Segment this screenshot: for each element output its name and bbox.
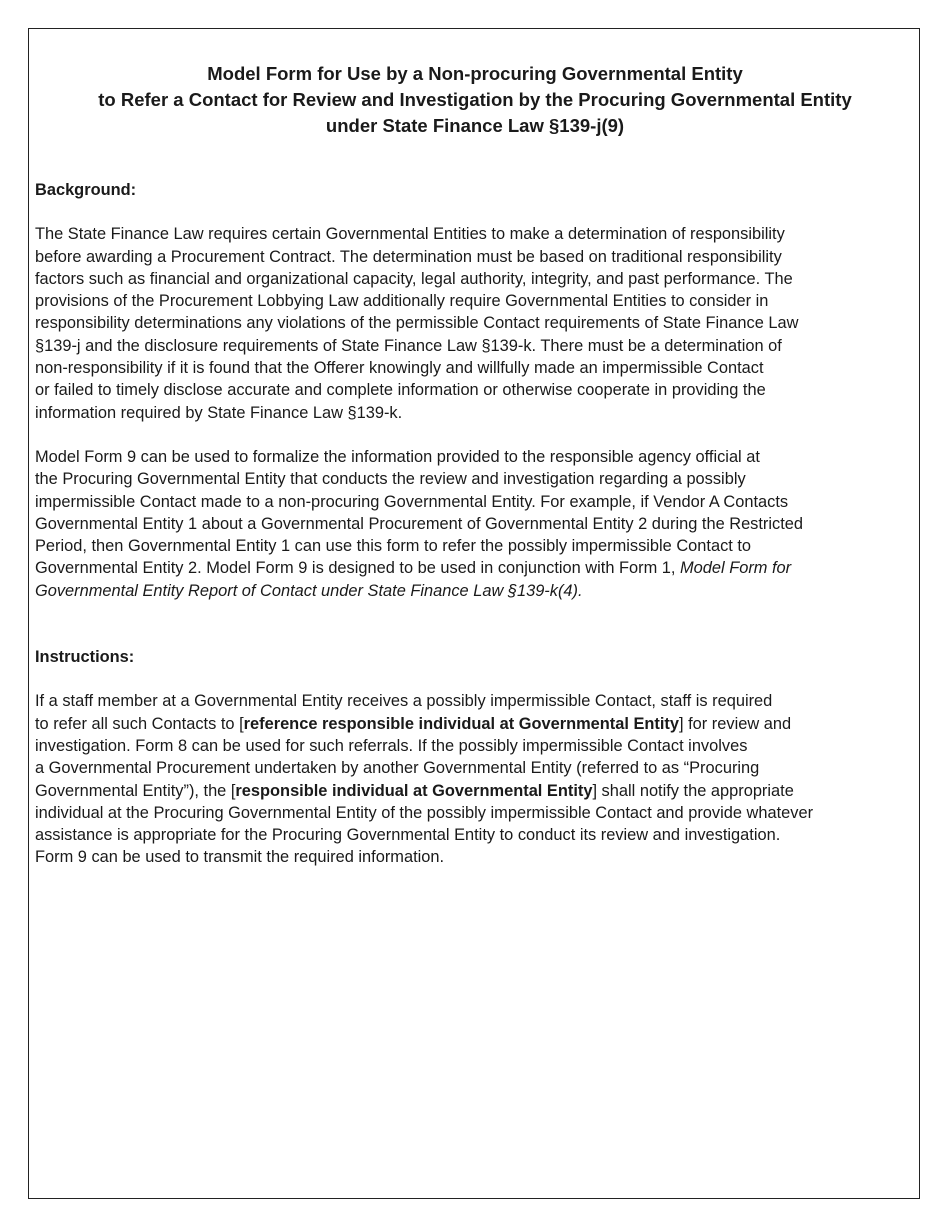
title-line-2: to Refer a Contact for Review and Investigation by the Procuring Governmental Entity (98, 89, 852, 110)
paragraph-text: ] for review and (679, 714, 792, 733)
paragraph-line: investigation. Form 8 can be used for such referrals. If the possibly impermissible Contact involves (35, 736, 748, 755)
placeholder-reference-individual: reference responsible individual at Governmental Entity (243, 714, 680, 733)
paragraph-line: The State Finance Law requires certain Governmental Entities to make a determination of responsibility (35, 225, 785, 244)
paragraph-line: If a staff member at a Governmental Entity receives a possibly impermissible Contact, staff is required (35, 692, 773, 711)
paragraph-line: Period, then Governmental Entity 1 can use this form to refer the possibly impermissible Contact to (35, 537, 752, 556)
instructions-heading: Instructions: (35, 648, 135, 667)
background-heading: Background: (35, 181, 137, 199)
paragraph-line: non-responsibility if it is found that the Offerer knowingly and willfully made an impermissible Contact (35, 359, 764, 378)
paragraph-line: a Governmental Procurement undertaken by another Governmental Entity (referred to as “Procuring (35, 759, 760, 778)
paragraph-line: §139-j and the disclosure requirements of State Finance Law §139-k. There must be a determination of (35, 336, 782, 355)
paragraph-line: Form 9 can be used to transmit the required information. (35, 848, 445, 867)
form-1-title-italic-cont: Governmental Entity Report of Contact under State Finance Law §139-k(4). (35, 581, 583, 600)
paragraph-line: or failed to timely disclose accurate and complete information or otherwise cooperate in providing the (35, 381, 766, 400)
instructions-paragraph (35, 690, 915, 868)
paragraph-text: Governmental Entity”), the [ (35, 781, 236, 800)
title-line-1: Model Form for Use by a Non-procuring Governmental Entity (207, 63, 743, 84)
paragraph-line: provisions of the Procurement Lobbying Law additionally require Governmental Entities to consider in (35, 292, 769, 311)
paragraph-line: the Procuring Governmental Entity that conducts the review and investigation regarding a possibly (35, 470, 746, 489)
paragraph-text: ] shall notify the appropriate (592, 781, 794, 800)
paragraph-line: before awarding a Procurement Contract. The determination must be based on traditional responsibility (35, 247, 782, 266)
paragraph-text: to refer all such Contacts to [ (35, 714, 244, 733)
paragraph-line: Model Form 9 can be used to formalize the information provided to the responsible agency official at (35, 447, 760, 466)
background-paragraph-1 (35, 223, 915, 424)
paragraph-line: responsibility determinations any violations of the permissible Contact requirements of State Finance Law (35, 314, 799, 333)
paragraph-line: assistance is appropriate for the Procuring Governmental Entity to conduct its review and investigation. (35, 826, 781, 845)
paragraph-line: impermissible Contact made to a non-procuring Governmental Entity. For example, if Vendor A Contacts (35, 492, 789, 511)
paragraph-line: factors such as financial and organizational capacity, legal authority, integrity, and past performance. The (35, 269, 793, 288)
page-border (28, 28, 920, 1199)
paragraph-line: individual at the Procuring Governmental Entity of the possibly impermissible Contact and provide whatever (35, 803, 814, 822)
background-paragraph-2 (35, 446, 915, 602)
paragraph-line (35, 557, 915, 579)
paragraph-line (35, 780, 915, 802)
title-line-3: under State Finance Law §139-j(9) (325, 115, 625, 136)
paragraph-line: information required by State Finance Law §139-k. (35, 403, 403, 422)
form-body (35, 179, 915, 869)
form-1-title-italic: Model Form for (680, 559, 792, 578)
paragraph-line: Governmental Entity 1 about a Governmental Procurement of Governmental Entity 2 during the Restricted (35, 514, 804, 533)
paragraph-line (35, 713, 915, 735)
form-title (29, 61, 921, 139)
placeholder-responsible-individual: responsible individual at Governmental Entity (235, 781, 593, 800)
paragraph-text: Governmental Entity 2. Model Form 9 is designed to be used in conjunction with Form 1, (35, 559, 681, 578)
